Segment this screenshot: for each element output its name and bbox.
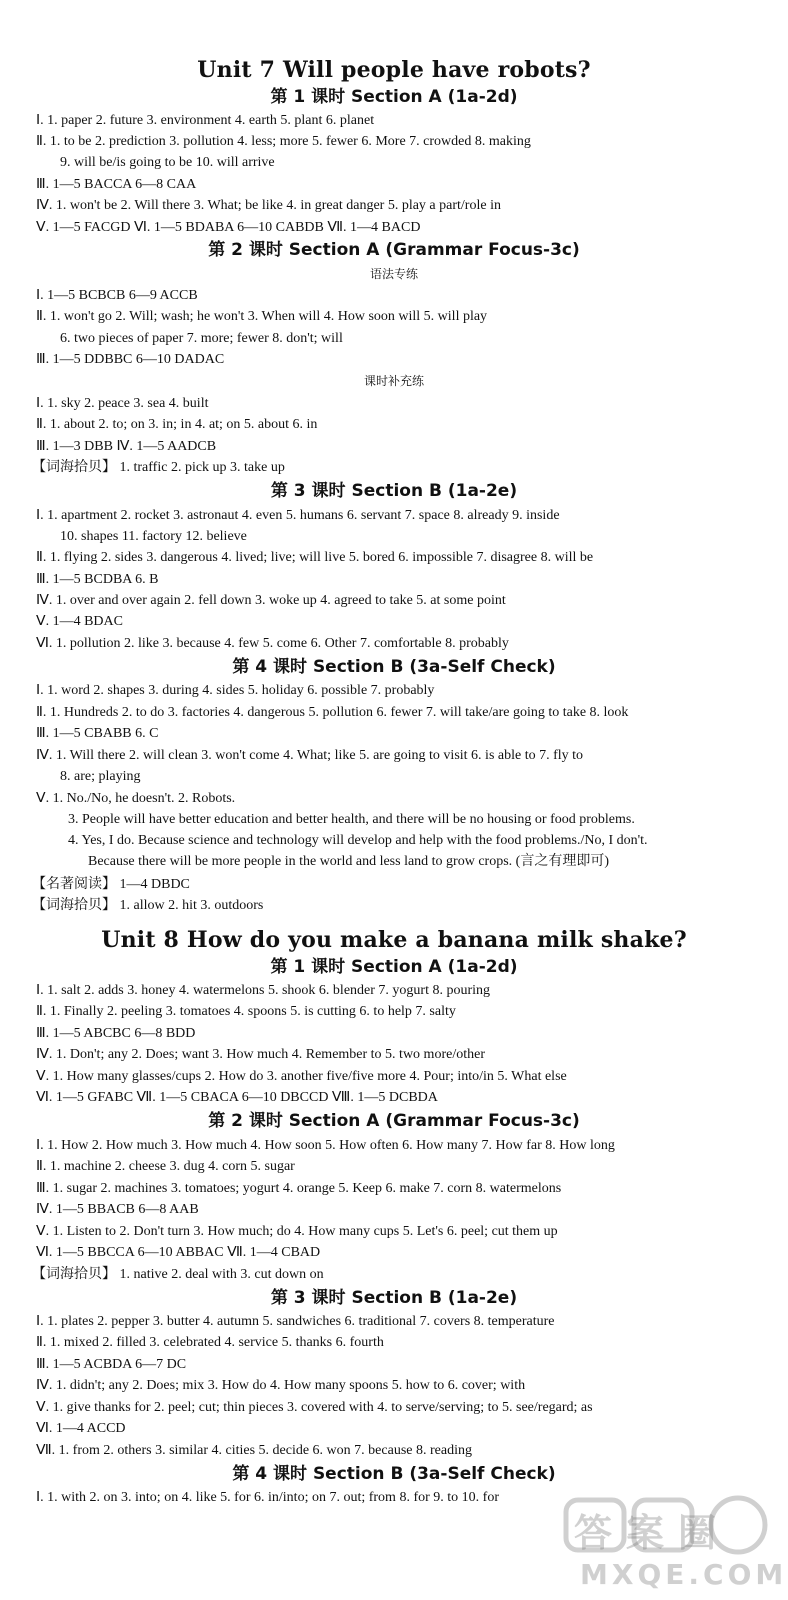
answer-line: Ⅲ. 1. sugar 2. machines 3. tomatoes; yogurt 4. orange 5. Keep 6. make 7. corn 8. watermelons (36, 1181, 562, 1196)
answer-line: 8. are; playing (60, 769, 141, 784)
unit7-lesson2-heading: 第 2 课时 Section A (Grammar Focus-3c) (208, 240, 580, 260)
answer-line: Ⅲ. 1—5 DDBBC 6—10 DADAC (36, 352, 225, 367)
answer-line: Ⅰ. 1. salt 2. adds 3. honey 4. watermelons 5. shook 6. blender 7. yogurt 8. pouring (36, 983, 491, 998)
answer-line: Ⅱ. 1. Hundreds 2. to do 3. factories 4. dangerous 5. pollution 6. fewer 7. will take/are going to take 8. look (36, 705, 629, 720)
answer-line: 3. People will have better education and better health, and there will be no housing or food problems. (68, 812, 635, 827)
answer-line: Because there will be more people in the world and less land to grow crops. (言之有理即可) (88, 854, 609, 869)
answer-line: Ⅰ. 1. apartment 2. rocket 3. astronaut 4. even 5. humans 6. servant 7. space 8. already 9. inside (36, 508, 560, 523)
answer-line: Ⅱ. 1. to be 2. prediction 3. pollution 4. less; more 5. fewer 6. More 7. crowded 8. making (36, 134, 531, 149)
supplement-practice-label: 课时补充练 (363, 374, 424, 388)
unit8-lesson2-heading: 第 2 课时 Section A (Grammar Focus-3c) (208, 1111, 580, 1131)
answer-line: 9. will be/is going to be 10. will arrive (60, 155, 275, 170)
answer-line: Ⅴ. 1. Listen to 2. Don't turn 3. How much; do 4. How many cups 5. Let's 6. peel; cut them up (36, 1224, 558, 1239)
answer-line: Ⅱ. 1. Finally 2. peeling 3. tomatoes 4. spoons 5. is cutting 6. to help 7. salty (36, 1004, 456, 1019)
answer-line: 4. Yes, I do. Because science and technology will develop and help with the food problems./No, I don't. (68, 833, 648, 848)
answer-line: Ⅱ. 1. won't go 2. Will; wash; he won't 3. When will 4. How soon will 5. will play (36, 309, 488, 324)
answer-line: Ⅴ. 1. No./No, he doesn't. 2. Robots. (36, 791, 236, 806)
answer-line: Ⅲ. 1—3 DBB Ⅳ. 1—5 AADCB (36, 439, 217, 454)
answer-line: Ⅲ. 1—5 BACCA 6—8 CAA (36, 177, 197, 192)
unit7-lesson4-heading: 第 4 课时 Section B (3a-Self Check) (232, 657, 556, 677)
answer-line: Ⅴ. 1. give thanks for 2. peel; cut; thin pieces 3. covered with 4. to serve/serving; to 5. see/regard; as (36, 1400, 593, 1415)
answer-line: Ⅳ. 1. over and over again 2. fell down 3. woke up 4. agreed to take 5. at some point (36, 593, 506, 608)
answer-line: Ⅱ. 1. machine 2. cheese 3. dug 4. corn 5. sugar (36, 1159, 295, 1174)
watermark (560, 1492, 788, 1596)
answer-line: Ⅲ. 1—5 BCDBA 6. B (36, 572, 159, 587)
answer-line: Ⅴ. 1—4 BDAC (36, 614, 123, 629)
unit8-title: Unit 8 How do you make a banana milk shake? (101, 927, 687, 953)
answer-line: Ⅲ. 1—5 ACBDA 6—7 DC (36, 1357, 187, 1372)
answer-line: Ⅰ. 1. paper 2. future 3. environment 4. earth 5. plant 6. planet (36, 113, 375, 128)
answer-line: Ⅵ. 1—5 GFABC Ⅶ. 1—5 CBACA 6—10 DBCCD Ⅷ. 1—5 DCBDA (36, 1090, 438, 1105)
answer-line: Ⅳ. 1. won't be 2. Will there 3. What; be like 4. in great danger 5. play a part/role in (36, 198, 501, 213)
answer-line: 【词海拾贝】 1. traffic 2. pick up 3. take up (32, 460, 285, 475)
answer-line: Ⅵ. 1—5 BBCCA 6—10 ABBAC Ⅶ. 1—4 CBAD (36, 1245, 321, 1260)
answer-line: Ⅳ. 1—5 BBACB 6—8 AAB (36, 1202, 199, 1217)
grammar-practice-label: 语法专练 (369, 267, 418, 281)
answer-line: Ⅴ. 1—5 FACGD Ⅵ. 1—5 BDABA 6—10 CABDB Ⅶ. 1—4 BACD (36, 220, 421, 235)
answer-line: 【词海拾贝】 1. native 2. deal with 3. cut down on (32, 1267, 324, 1282)
answer-line: Ⅵ. 1—4 ACCD (36, 1421, 126, 1436)
answer-line: Ⅱ. 1. mixed 2. filled 3. celebrated 4. service 5. thanks 6. fourth (36, 1335, 384, 1350)
answer-line: Ⅰ. 1. How 2. How much 3. How much 4. How soon 5. How often 6. How many 7. How far 8. How long (36, 1138, 615, 1153)
unit8-lesson1-heading: 第 1 课时 Section A (1a-2d) (270, 957, 518, 977)
unit7-lesson1-heading: 第 1 课时 Section A (1a-2d) (270, 87, 518, 107)
answer-line: Ⅴ. 1. How many glasses/cups 2. How do 3. another five/five more 4. Pour; into/in 5. What else (36, 1069, 567, 1084)
answer-line: Ⅱ. 1. about 2. to; on 3. in; in 4. at; on 5. about 6. in (36, 417, 318, 432)
answer-line: 6. two pieces of paper 7. more; fewer 8. don't; will (60, 331, 343, 346)
answer-line: Ⅱ. 1. flying 2. sides 3. dangerous 4. lived; live; will live 5. bored 6. impossible 7. disagree 8. will be (36, 550, 594, 565)
answer-line: Ⅳ. 1. Will there 2. will clean 3. won't come 4. What; like 5. are going to visit 6. is able to 7. fly to (36, 748, 584, 763)
watermark-logo-text: 答案圈 (574, 1511, 731, 1555)
unit7-title: Unit 7 Will people have robots? (197, 57, 591, 83)
unit7-lesson3-heading: 第 3 课时 Section B (1a-2e) (270, 481, 518, 501)
unit8-lesson3-heading: 第 3 课时 Section B (1a-2e) (270, 1288, 518, 1308)
answer-line: Ⅲ. 1—5 ABCBC 6—8 BDD (36, 1026, 196, 1041)
answer-line: Ⅰ. 1. plates 2. pepper 3. butter 4. autumn 5. sandwiches 6. traditional 7. covers 8. temperature (36, 1314, 555, 1329)
answer-line: Ⅶ. 1. from 2. others 3. similar 4. cities 5. decide 6. won 7. because 8. reading (36, 1443, 472, 1458)
unit8-lesson4-heading: 第 4 课时 Section B (3a-Self Check) (232, 1464, 556, 1484)
watermark-site-text: MXQE.COM (580, 1558, 788, 1591)
answer-line: Ⅳ. 1. Don't; any 2. Does; want 3. How much 4. Remember to 5. two more/other (36, 1047, 485, 1062)
answer-line: 【词海拾贝】 1. allow 2. hit 3. outdoors (32, 898, 264, 913)
answer-line: 【名著阅读】 1—4 DBDC (32, 877, 190, 892)
answer-line: Ⅵ. 1. pollution 2. like 3. because 4. few 5. come 6. Other 7. comfortable 8. probably (36, 636, 509, 651)
answer-line: Ⅰ. 1—5 BCBCB 6—9 ACCB (36, 288, 198, 303)
answer-line: Ⅰ. 1. with 2. on 3. into; on 4. like 5. for 6. in/into; on 7. out; from 8. for 9. to 10. for (36, 1490, 499, 1505)
answer-line: Ⅳ. 1. didn't; any 2. Does; mix 3. How do 4. How many spoons 5. how to 6. cover; with (36, 1378, 526, 1393)
answer-line: Ⅰ. 1. word 2. shapes 3. during 4. sides 5. holiday 6. possible 7. probably (36, 683, 435, 698)
answer-line: Ⅰ. 1. sky 2. peace 3. sea 4. built (36, 396, 209, 411)
answer-line: 10. shapes 11. factory 12. believe (60, 529, 247, 544)
answer-line: Ⅲ. 1—5 CBABB 6. C (36, 726, 159, 741)
